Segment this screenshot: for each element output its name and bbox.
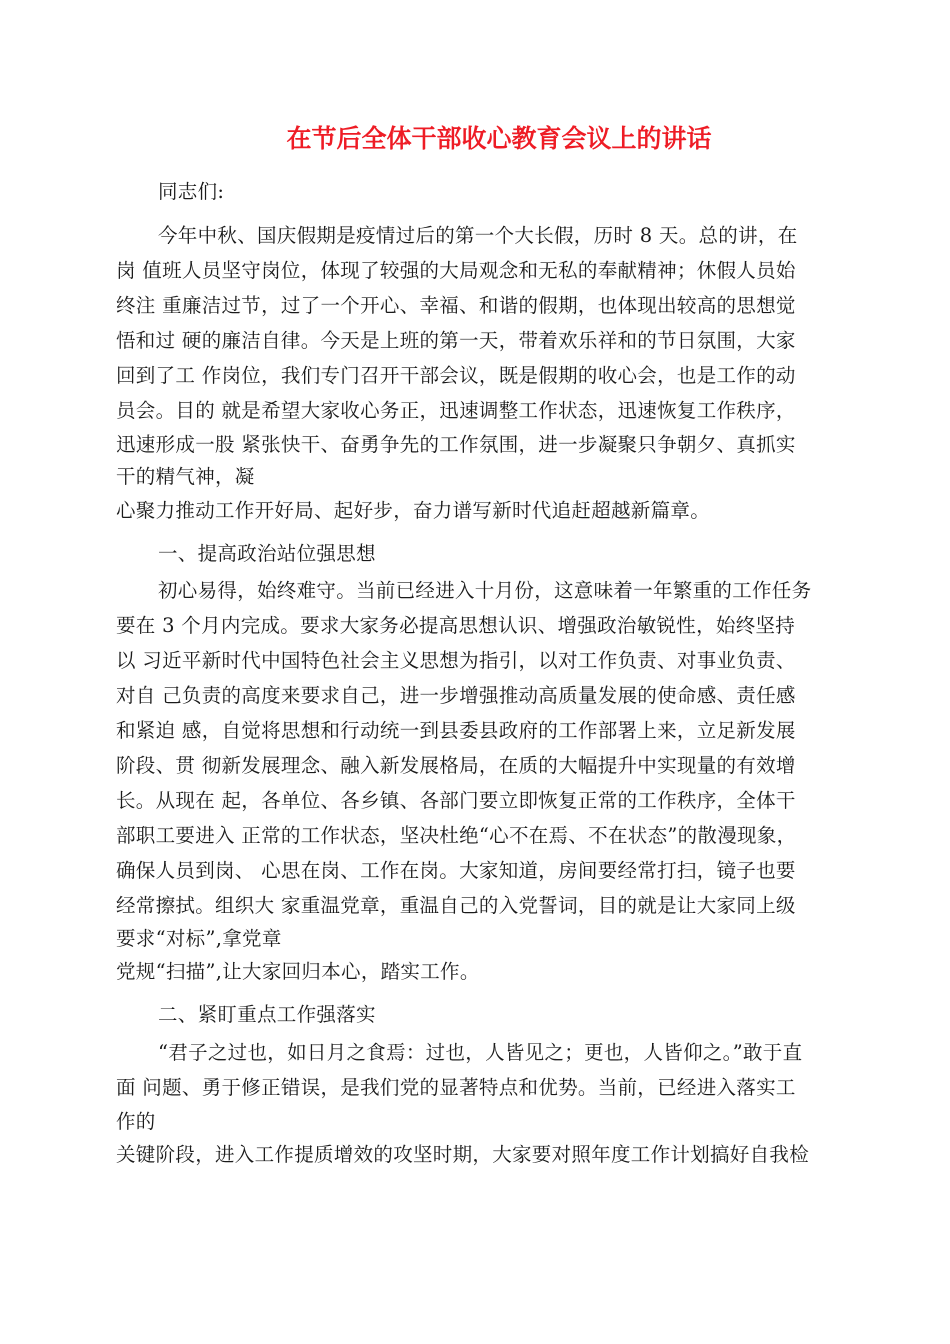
paragraph-line: 确保人员到岗、 心思在岗、工作在岗。大家知道，房间要经常打扫，镜子也要 [116, 859, 796, 882]
section-heading-1: 一、提高政治站位强思想 [158, 542, 376, 565]
paragraph-line: 面 问题、勇于修正错误，是我们党的显著特点和优势。当前，已经进入落实工 [116, 1076, 796, 1099]
greeting: 同志们: [158, 180, 225, 203]
paragraph-line: 干的精气神，凝 [116, 465, 255, 488]
paragraph-line: 今年中秋、国庆假期是疫情过后的第一个大长假，历时 8 天。总的讲，在 [158, 224, 798, 247]
document-title: 在节后全体干部收心教育会议上的讲话 [286, 124, 712, 153]
paragraph-line: 关键阶段，进入工作提质增效的攻坚时期，大家要对照年度工作计划搞好自我检 [116, 1143, 810, 1166]
paragraph-line: 悟和过 硬的廉洁自律。今天是上班的第一天，带着欢乐祥和的节日氛围，大家 [116, 329, 796, 352]
paragraph-line: 和紧迫 感，自觉将思想和行动统一到县委县政府的工作部署上来，立足新发展 [116, 719, 796, 742]
paragraph-line: 员会。目的 就是希望大家收心务正，迅速调整工作状态，迅速恢复工作秩序， [116, 399, 796, 422]
paragraph-line: 要求“对标”,拿党章 [116, 927, 282, 950]
paragraph-line: 回到了工 作岗位，我们专门召开干部会议，既是假期的收心会，也是工作的动 [116, 364, 796, 387]
paragraph-line: 长。从现在 起，各单位、各乡镇、各部门要立即恢复正常的工作秩序，全体干 [116, 789, 796, 812]
paragraph-line: 以 习近平新时代中国特色社会主义思想为指引，以对工作负责、对事业负责、 [116, 649, 796, 672]
paragraph-line: 迅速形成一股 紧张快干、奋勇争先的工作氛围，进一步凝聚只争朝夕、真抓实 [116, 433, 796, 456]
paragraph-line: “君子之过也，如日月之食焉：过也，人皆见之；更也，人皆仰之。”敢于直 [158, 1041, 803, 1064]
paragraph-line: 初心易得，始终难守。当前已经进入十月份，这意味着一年繁重的工作任务 [158, 579, 812, 602]
paragraph-line: 终注 重廉洁过节，过了一个开心、幸福、和谐的假期，也体现出较高的思想觉 [116, 294, 796, 317]
paragraph-line: 作的 [116, 1110, 156, 1133]
paragraph-line: 对自 己负责的高度来要求自己，进一步增强推动高质量发展的使命感、责任感 [116, 684, 796, 707]
paragraph-line: 部职工要进入 正常的工作状态，坚决杜绝“心不在焉、不在状态”的散漫现象， [116, 824, 797, 847]
paragraph-line: 阶段、贯 彻新发展理念、融入新发展格局，在质的大幅提升中实现量的有效增 [116, 754, 796, 777]
section-heading-2: 二、紧盯重点工作强落实 [158, 1003, 376, 1026]
paragraph-line: 党规“扫描”,让大家回归本心，踏实工作。 [116, 960, 480, 983]
paragraph-line: 要在 3 个月内完成。要求大家务必提高思想认识、增强政治敏锐性，始终坚持 [116, 614, 796, 637]
paragraph-line: 心聚力推动工作开好局、起好步，奋力谱写新时代追赶超越新篇章。 [116, 499, 711, 522]
paragraph-line: 经常擦拭。组织大 家重温党章，重温自己的入党誓词，目的就是让大家同上级 [116, 894, 796, 917]
paragraph-line: 岗 值班人员坚守岗位，体现了较强的大局观念和无私的奉献精神；休假人员始 [116, 259, 796, 282]
